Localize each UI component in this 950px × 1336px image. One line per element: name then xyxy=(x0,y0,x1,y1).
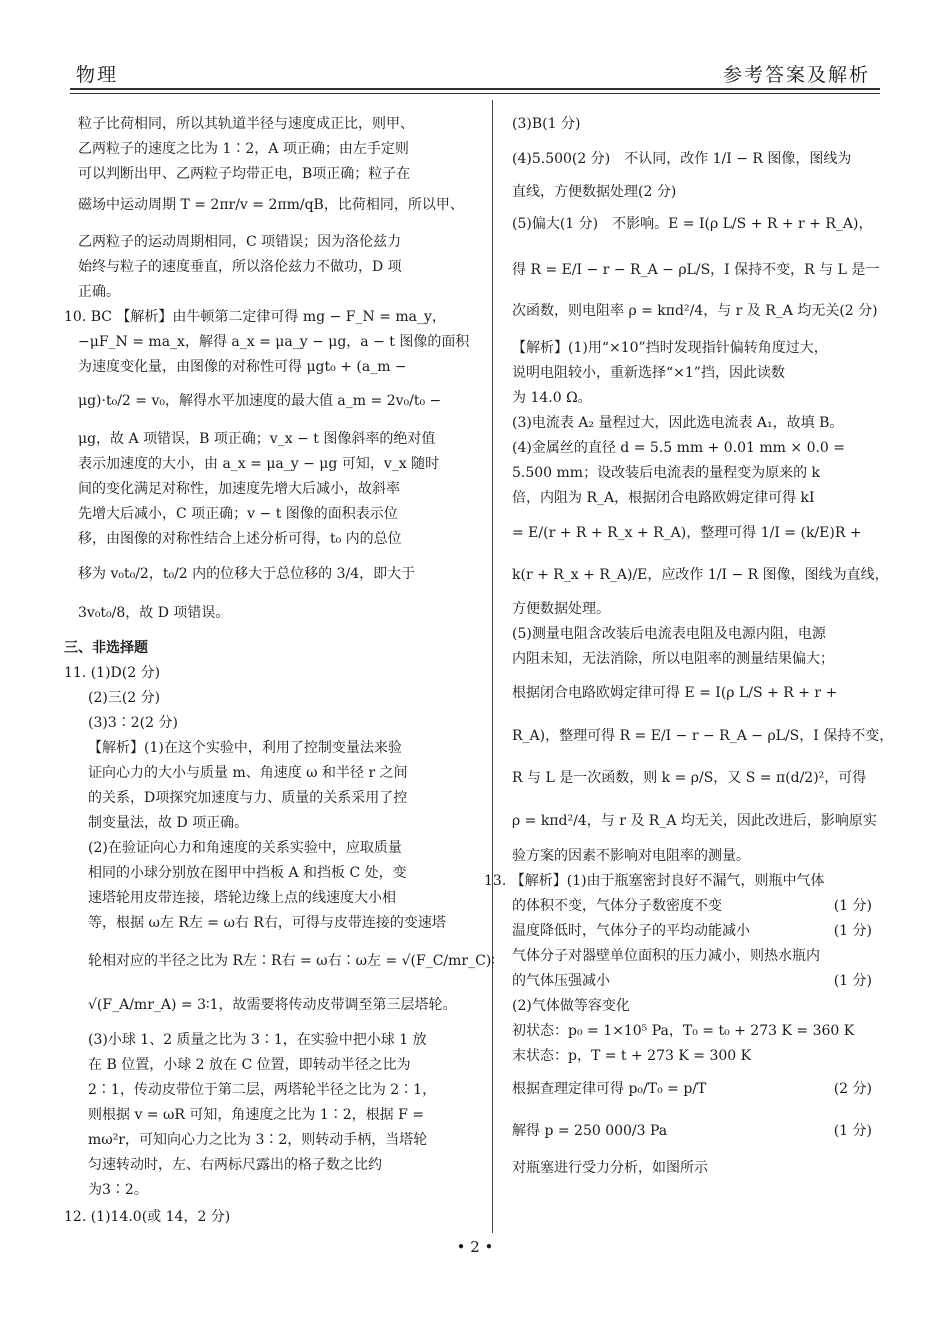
text-line: (5)测量电阻含改装后电流表电阻及电源内阻，电源 xyxy=(512,626,826,642)
header-rule-thin xyxy=(70,93,880,94)
text-line: 始终与粒子的速度垂直，所以洛伦兹力不做功，D 项 xyxy=(78,259,402,275)
text-line: 为3∶2。 xyxy=(88,1182,148,1198)
text-line: 相同的小球分别放在图甲中挡板 A 和挡板 C 处，变 xyxy=(88,865,407,881)
text-line: (3)3∶2(2 分) xyxy=(88,715,178,731)
text-line: 表示加速度的大小，由 a_x = μa_y − μg 可知，v_x 随时 xyxy=(78,456,440,472)
text-line: 为 14.0 Ω。 xyxy=(512,390,592,406)
text-line: = E/(r + R + R_x + R_A)，整理可得 1/I = (k/E)R + xyxy=(512,525,862,541)
text-line: 5.500 mm；设改装后电流表的量程变为原来的 k xyxy=(512,465,821,481)
text-line: 初状态：p₀ = 1×10⁵ Pa，T₀ = t₀ + 273 K = 360 K xyxy=(512,1023,855,1039)
line-text: 根据查理定律可得 p₀/T₀ = p/T xyxy=(512,1081,707,1097)
text-line: 乙两粒子的速度之比为 1∶2，A 项正确；由左手定则 xyxy=(78,141,409,157)
header-rule xyxy=(70,88,880,90)
text-line: k(r + R_x + R_A)/E，应改作 1/I − R 图像，图线为直线， xyxy=(512,567,889,583)
text-line: (2)在验证向心力和角速度的关系实验中，应取质量 xyxy=(88,840,402,856)
text-line: 匀速转动时，左、右两标尺露出的格子数之比约 xyxy=(88,1157,382,1173)
text-line: 次函数，则电阻率 ρ = kπd²/4，与 r 及 R_A 均无关(2 分) xyxy=(512,303,878,319)
text-line: 得 R = E/I − r − R_A − ρL/S，I 保持不变，R 与 L 是一 xyxy=(512,262,880,278)
text-line: 气体分子对器壁单位面积的压力减小，则热水瓶内 xyxy=(512,948,820,964)
score-points: (1 分) xyxy=(833,973,872,989)
text-line: 则根据 v = ωR 可知，角速度之比为 1∶2，根据 F = xyxy=(88,1107,425,1123)
text-line: 制变量法，故 D 项正确。 xyxy=(88,815,249,831)
text-line: 【解析】(1)在这个实验中，利用了控制变量法来验 xyxy=(88,740,402,756)
line-text: 解得 p = 250 000/3 Pa xyxy=(512,1123,668,1139)
text-line: (3)小球 1、2 质量之比为 3∶1，在实验中把小球 1 放 xyxy=(88,1032,427,1048)
question-12: 12. (1)14.0(或 14，2 分) xyxy=(64,1209,231,1225)
text-line: R 与 L 是一次函数，则 k = ρ/S，又 S = π(d/2)²，可得 xyxy=(512,770,867,786)
text-line: −μF_N = ma_x，解得 a_x = μa_y − μg，a − t 图像的面积 xyxy=(78,334,470,350)
text-line: 磁场中运动周期 T = 2πr/v = 2πm/qB，比荷相同，所以甲、 xyxy=(78,197,464,213)
text-line: 3v₀t₀/8，故 D 项错误。 xyxy=(78,605,230,621)
text-line: 对瓶塞进行受力分析，如图所示 xyxy=(512,1160,708,1176)
score-points: (1 分) xyxy=(833,898,872,914)
text-line: (5)偏大(1 分) 不影响。E = I(ρ L/S + R + r + R_A)， xyxy=(512,216,873,232)
text-line: (3)B(1 分) xyxy=(512,116,581,132)
text-line: 等，根据 ω左 R左 = ω右 R右，可得与皮带连接的变速塔 xyxy=(88,915,446,931)
text-line: 可以判断出甲、乙两粒子均带正电，B项正确；粒子在 xyxy=(78,166,411,182)
header-subject: 物理 xyxy=(76,64,119,86)
text-line: (3)电流表 A₂ 量程过大，因此选电流表 A₁，故填 B。 xyxy=(512,415,844,431)
text-line: 方便数据处理。 xyxy=(512,601,610,617)
text-line: ρ = kπd²/4，与 r 及 R_A 均无关，因此改进后，影响原实 xyxy=(512,813,877,829)
text-line xyxy=(512,970,872,990)
text-line: 轮相对应的半径之比为 R左∶R右 = ω右∶ω左 = √(F_C/mr_C)∶ xyxy=(88,953,495,969)
text-line: 2∶1，传动皮带位于第二层，两塔轮半径之比为 2∶1， xyxy=(88,1082,437,1098)
text-line xyxy=(512,1078,872,1098)
text-line: μg，故 A 项错误，B 项正确；v_x − t 图像斜率的绝对值 xyxy=(78,431,436,447)
text-line: R_A)，整理可得 R = E/I − r − R_A − ρL/S，I 保持不变， xyxy=(512,728,894,744)
section-heading: 三、非选择题 xyxy=(64,640,148,656)
page-number: • 2 • xyxy=(456,1238,494,1256)
text-line: (2)气体做等容变化 xyxy=(512,998,630,1014)
score-points: (1 分) xyxy=(833,923,872,939)
text-line: 【解析】(1)用“×10”挡时发现指针偏转角度过大， xyxy=(512,340,828,356)
text-line: (2)三(2 分) xyxy=(88,690,161,706)
text-line: 说明电阻较小，重新选择“×1”挡，因此读数 xyxy=(512,365,785,381)
text-line: (4)5.500(2 分) 不认同，改作 1/I − R 图像，图线为 xyxy=(512,151,852,167)
text-line xyxy=(512,895,872,915)
text-line: mω²r，可知向心力之比为 3∶2，则转动手柄，当塔轮 xyxy=(88,1132,428,1148)
text-line: 根据闭合电路欧姆定律可得 E = I(ρ L/S + R + r + xyxy=(512,685,838,701)
score-points: (1 分) xyxy=(833,1123,872,1139)
text-line: 速塔轮用皮带连接，塔轮边缘上点的线速度大小相 xyxy=(88,890,396,906)
text-line: 先增大后减小，C 项正确；v − t 图像的面积表示位 xyxy=(78,506,398,522)
question-10: 10. BC 【解析】由牛顿第二定律可得 mg − F_N = ma_y， xyxy=(64,309,446,325)
text-line: 末状态：p，T = t + 273 K = 300 K xyxy=(512,1048,752,1064)
text-line: 乙两粒子的运动周期相同，C 项错误；因为洛伦兹力 xyxy=(78,234,402,250)
text-line: μg)·t₀/2 = v₀，解得水平加速度的最大值 a_m = 2v₀/t₀ − xyxy=(78,393,442,409)
text-line: 内阻未知，无法消除，所以电阻率的测量结果偏大； xyxy=(512,651,834,667)
text-line: 正确。 xyxy=(78,284,120,300)
text-line xyxy=(512,1120,872,1140)
text-line: 倍，内阻为 R_A，根据闭合电路欧姆定律可得 kI xyxy=(512,490,815,506)
text-line: √(F_A/mr_A) = 3∶1，故需要将传动皮带调至第三层塔轮。 xyxy=(88,997,457,1013)
text-line: 移为 v₀t₀/2，t₀/2 内的位移大于总位移的 3/4，即大于 xyxy=(78,566,416,582)
question-13: 13. 【解析】(1)由于瓶塞密封良好不漏气，则瓶中气体 xyxy=(484,873,825,889)
line-text: 的气体压强减小 xyxy=(512,973,610,989)
text-line xyxy=(512,920,872,940)
text-line: 间的变化满足对称性，加速度先增大后减小，故斜率 xyxy=(78,481,400,497)
text-line: (4)金属丝的直径 d = 5.5 mm + 0.01 mm × 0.0 = xyxy=(512,440,846,456)
text-line: 证向心力的大小与质量 m、角速度 ω 和半径 r 之间 xyxy=(88,765,408,781)
score-points: (2 分) xyxy=(833,1081,872,1097)
text-line: 的关系，D项探究加速度与力、质量的关系采用了控 xyxy=(88,790,408,806)
text-line: 在 B 位置，小球 2 放在 C 位置，即转动半径之比为 xyxy=(88,1057,411,1073)
text-line: 验方案的因素不影响对电阻率的测量。 xyxy=(512,848,750,864)
header-section: 参考答案及解析 xyxy=(722,64,870,86)
text-line: 移，由图像的对称性结合上述分析可得，t₀ 内的总位 xyxy=(78,531,402,547)
column-divider xyxy=(492,100,493,1233)
text-line: 粒子比荷相同，所以其轨道半径与速度成正比，则甲、 xyxy=(78,116,414,132)
question-11: 11. (1)D(2 分) xyxy=(64,665,161,681)
line-text: 温度降低时，气体分子的平均动能减小 xyxy=(512,923,750,939)
text-line: 为速度变化量，由图像的对称性可得 μgt₀ + (a_m − xyxy=(78,359,407,375)
line-text: 的体积不变，气体分子数密度不变 xyxy=(512,898,722,914)
text-line: 直线，方便数据处理(2 分) xyxy=(512,184,677,200)
